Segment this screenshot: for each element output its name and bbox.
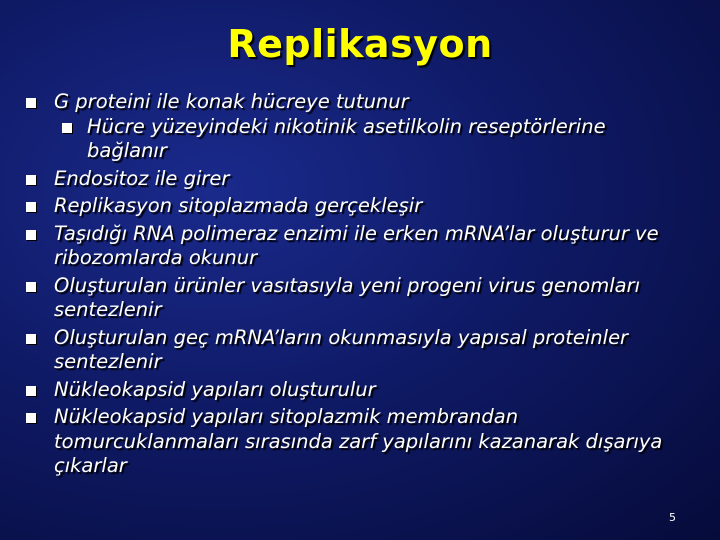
bullet-text: Nükleokapsid yapıları sitoplazmik membrandan tomurcuklanmaları sırasında zarf yapılarını kazanarak dışarıya çıkarlar: [54, 405, 663, 477]
sub-bullet-item: [54, 115, 684, 164]
bullet-text: Nükleokapsid yapıları oluşturulur: [54, 377, 376, 401]
square-bullet-icon: [62, 123, 72, 133]
square-bullet-icon: [26, 413, 36, 423]
square-bullet-icon: [26, 386, 36, 396]
square-bullet-icon: [26, 175, 36, 185]
square-bullet-icon: [26, 202, 36, 212]
bullet-text: Endositoz ile girer: [54, 166, 230, 190]
bullet-item: [24, 90, 684, 164]
square-bullet-icon: [26, 230, 36, 240]
slide-title: Replikasyon: [227, 22, 493, 66]
bullet-text: Taşıdığı RNA polimeraz enzimi ile erken mRNA’lar oluşturur ve ribozomlarda okunur: [54, 221, 659, 269]
bullet-item: [24, 274, 684, 323]
sub-bullet-text: Hücre yüzeyindeki nikotinik asetilkolin reseptörlerine bağlanır: [87, 114, 606, 162]
square-bullet-icon: [26, 334, 36, 344]
square-bullet-icon: [26, 98, 36, 108]
bullet-item: [24, 222, 684, 271]
bullet-text: Oluşturulan geç mRNA’ların okunmasıyla yapısal proteinler sentezlenir: [54, 325, 629, 373]
page-number: 5: [669, 511, 676, 524]
bullet-item: [24, 405, 684, 479]
bullet-text: Replikasyon sitoplazmada gerçekleşir: [54, 194, 423, 217]
bullet-list: [24, 90, 684, 482]
bullet-item: [24, 167, 684, 192]
sub-bullet-list: [54, 115, 684, 164]
bullet-text: Oluşturulan ürünler vasıtasıyla yeni progeni virus genomları sentezlenir: [54, 273, 640, 321]
bullet-item: [24, 194, 684, 219]
bullet-text: G proteini ile konak hücreye tutunur: [54, 90, 409, 113]
bullet-item: [24, 326, 684, 375]
bullet-item: [24, 378, 684, 403]
square-bullet-icon: [26, 282, 36, 292]
